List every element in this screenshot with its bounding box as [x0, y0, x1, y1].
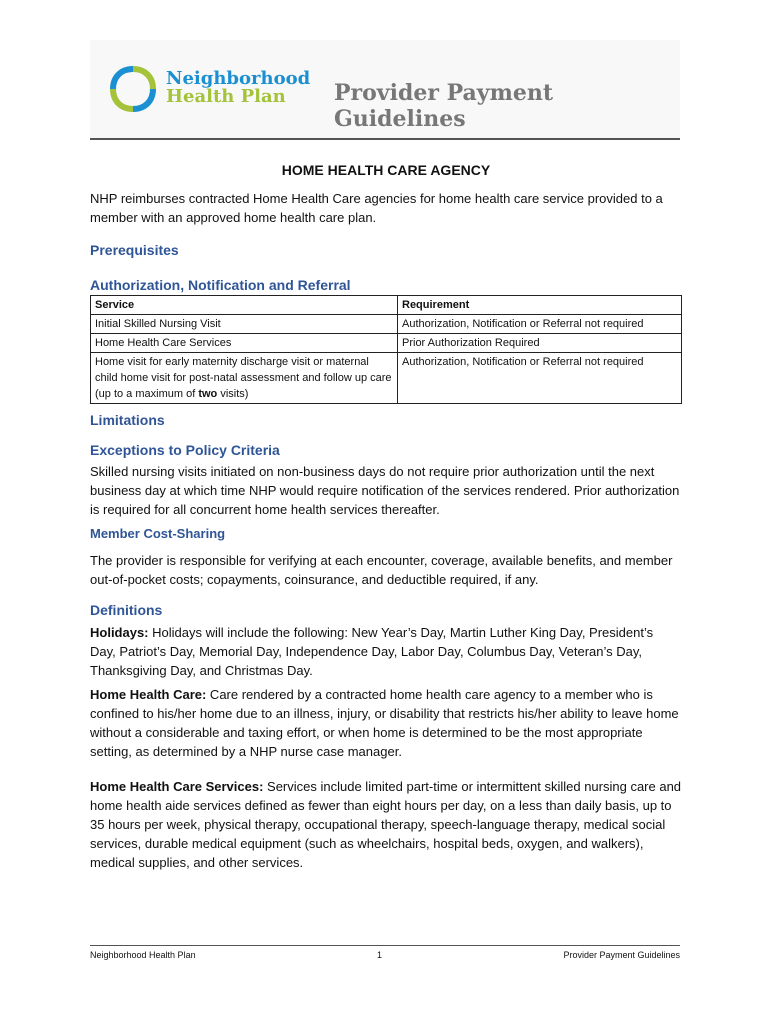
definition-term: Home Health Care:	[90, 687, 207, 702]
nhp-logo-icon	[110, 66, 156, 112]
exceptions-paragraph: Skilled nursing visits initiated on non-business days do not require prior authorization until the next business day at which time NHP would require notification of the services rendered. Prior authorization is required for all concurrent home health services thereafter.	[90, 464, 680, 517]
authorization-table	[90, 295, 682, 404]
definition-text: Services include limited part-time or intermittent skilled nursing care and home health aide services defined as fewer than eight hours per day, on a less than daily basis, up to 35 hours per week, physical therapy, occupational therapy, speech-language therapy, medical social services, durable medical equipment (such as wheelchairs, hospital beds, oxygen, and walkers), medical supplies, and other services.	[90, 779, 682, 870]
table-row	[91, 334, 682, 353]
definition-home-health-care-services	[90, 777, 682, 872]
cell-text: Home visit for early maternity discharge visit or maternal child home visit for post-natal assessment and follow up care (up to a maximum of	[95, 356, 392, 400]
table-cell	[91, 353, 398, 404]
table-cell: Prior Authorization Required	[398, 334, 682, 353]
table-cell: Home Health Care Services	[91, 334, 398, 353]
limitations-heading: Limitations	[90, 412, 165, 428]
cost-sharing-heading: Member Cost-Sharing	[90, 526, 226, 541]
definition-home-health-care	[90, 685, 682, 761]
intro-paragraph: NHP reimburses contracted Home Health Care agencies for home health care service provided to a member with an approved home health care plan.	[90, 191, 663, 225]
prerequisites-heading: Prerequisites	[90, 242, 179, 258]
definition-term: Home Health Care Services:	[90, 779, 264, 794]
page-footer	[90, 945, 680, 960]
definition-text: Holidays will include the following: New Year’s Day, Martin Luther King Day, President’s Day, Patriot’s Day, Memorial Day, Independence Day, Labor Day, Columbus Day, Veteran’s Day, Thanksgiving Day, and Christmas Day.	[90, 625, 654, 678]
page-number: 1	[377, 950, 383, 960]
brand-name-line1: Neighborhood	[166, 68, 311, 89]
column-header: Service	[91, 296, 398, 315]
cost-sharing-paragraph: The provider is responsible for verifying at each encounter, coverage, available benefits, and member out-of-pocket costs; copayments, coinsurance, and deductible required, if any.	[90, 553, 673, 587]
table-header-row	[91, 296, 682, 315]
authorization-heading: Authorization, Notification and Referral	[90, 277, 351, 293]
header-banner	[90, 40, 680, 140]
table-cell: Authorization, Notification or Referral not required	[398, 315, 682, 334]
table-row	[91, 315, 682, 334]
brand-name-line2: Health Plan	[166, 86, 286, 107]
cell-text: visits)	[217, 388, 249, 400]
definition-term: Holidays:	[90, 625, 149, 640]
column-header: Requirement	[398, 296, 682, 315]
document-series-title: Provider Payment Guidelines	[334, 80, 554, 132]
definitions-heading: Definitions	[90, 602, 163, 618]
table-row	[91, 353, 682, 404]
definition-holidays	[90, 623, 682, 680]
footer-right: Provider Payment Guidelines	[563, 950, 680, 960]
footer-left: Neighborhood Health Plan	[90, 950, 196, 960]
definition-text: Care rendered by a contracted home health care agency to a member who is confined to his/her home due to an illness, injury, or disability that restricts his/her ability to leave home without a considerable and taxing effort, or when home is determined to be the most appropriate setting, as determined by a NHP nurse case manager.	[90, 687, 679, 759]
page-title: HOME HEALTH CARE AGENCY	[281, 162, 491, 178]
table-cell: Initial Skilled Nursing Visit	[91, 315, 398, 334]
table-cell: Authorization, Notification or Referral not required	[398, 353, 682, 404]
cell-bold-text: two	[198, 388, 218, 400]
exceptions-heading: Exceptions to Policy Criteria	[90, 442, 280, 458]
